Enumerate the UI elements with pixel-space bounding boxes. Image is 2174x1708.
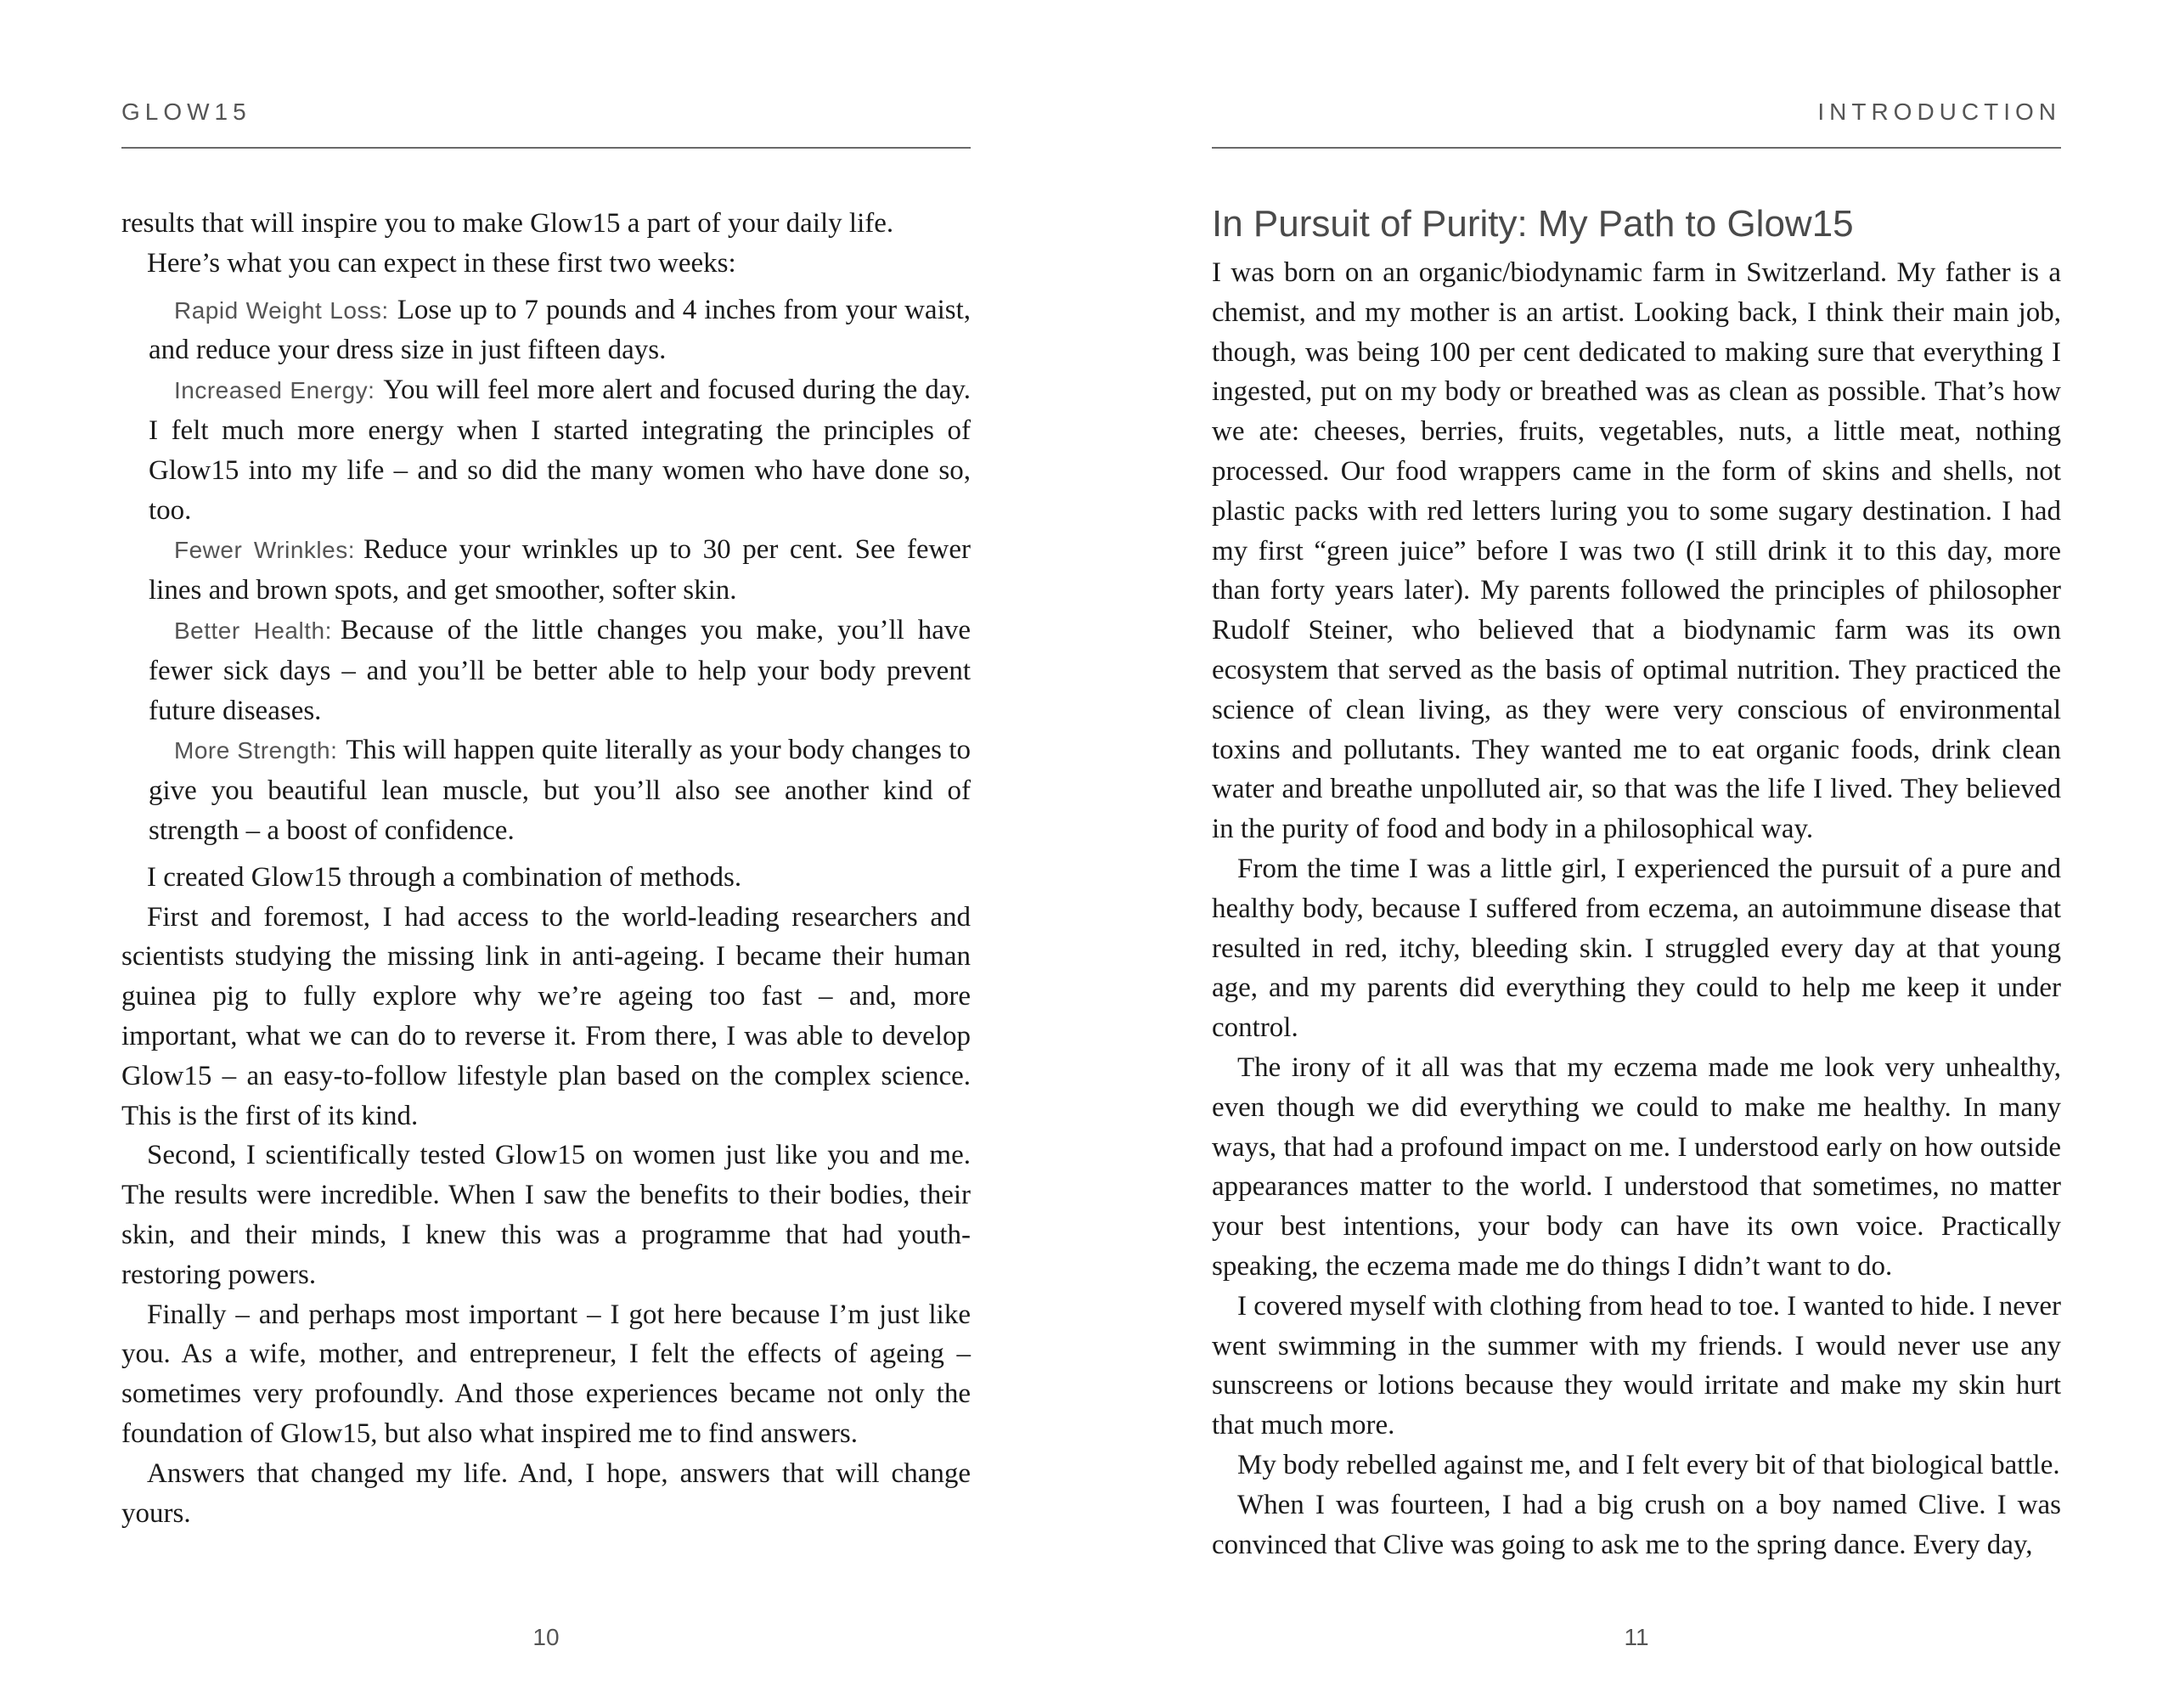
paragraph: The irony of it all was that my eczema made me look very unhealthy, even though we did everything we could to make me healthy. In many ways, that had a profound impact on me. I understood early on how outside appearances matter to the world. I understood that sometimes, no matter your best intentions, your body can have its own voice. Practically speaking, the eczema made me do things I didn’t want to do. [1212,1051,2061,1282]
running-head-left: GLOW15 [121,99,251,125]
header-rule-left [121,147,971,149]
paragraph: I covered myself with clothing from head to toe. I wanted to hide. I never went swimming in the summer with my friends. I would never use any sunscreens or lotions because they would irritate and make my skin hurt that much more. [1212,1290,2061,1441]
paragraph: First and foremost, I had access to the world-leading researchers and scientists studying the missing link in anti-ageing. I became their human guinea pig to fully explore why we’re ageing too fast – and, more important, what we can do to reverse it. From there, I was able to develop Glow15 – an easy-to-follow lifestyle plan based on the complex science. This is the first of its kind. [121,901,971,1131]
paragraph: From the time I was a little girl, I experienced the pursuit of a pure and healthy body, because I suffered from eczema, an autoimmune disease that resulted in red, itchy, bleeding skin. I struggled every day at that young age, and my parents did everything they could to help me keep it under control. [1212,853,2061,1044]
benefit-item [149,290,971,371]
paragraph: I was born on an organic/biodynamic farm in Switzerland. My father is a chemist, and my mother is an artist. Looking back, I think their main job, though, was being 100 per cent dedicated to making sure that everything I ingested, put on my body or breathed was as clean as possible. That’s how we ate: cheeses, berries, fruits, vegetables, nuts, a little meat, nothing processed. Our food wrappers came in the form of skins and shells, not plastic packs with red letters luring you to some sugary destination. I had my first “green juice” before I was two (I still drink it to this day, more than forty years later). My parents followed the principles of philosopher Rudolf Steiner, who believed that a biodynamic farm was its own ecosystem that served as the basis of optimal nutrition. They practiced the science of clean living, as they were very conscious of environmental toxins and pollutants. They wanted me to eat organic foods, drink clean water and breathe unpolluted air, so that was the life I lived. They believed in the purity of food and body in a philosophical way. [1212,257,2061,845]
benefit-text: Lose up to 7 pounds and 4 inches from your waist, and reduce your dress size in just fifteen days. [149,294,972,366]
benefit-text: This will happen quite literally as your body changes to give you beautiful lean muscle, but you’ll also see another kind of strength – a boost of confidence. [149,735,971,846]
paragraph: Here’s what you can expect in these first two weeks: [147,247,736,279]
benefit-item [149,530,971,611]
right-page [1212,0,2061,1708]
running-head-right: INTRODUCTION [1817,99,2061,125]
benefit-label: Rapid Weight Loss: [174,296,389,324]
benefit-label: More Strength: [174,737,338,764]
paragraph: When I was fourteen, I had a big crush on a boy named Clive. I was convinced that Clive was going to ask me to the spring dance. Every day, [1212,1489,2061,1560]
left-page [121,0,971,1708]
header-rule-right [1212,147,2061,149]
left-body-text [121,204,971,1533]
benefit-text: You will feel more alert and focused during the day. I felt much more energy when I started integrating the principles of Glow15 into my life – and so did the many women who have done so, too. [149,375,971,526]
paragraph: Finally – and perhaps most important – I got here because I’m just like you. As a wife, mother, and entrepreneur, I felt the effects of ageing – sometimes very profoundly. And those experiences became not only the foundation of Glow15, but also what inspired me to find answers. [121,1299,971,1449]
section-heading: In Pursuit of Purity: My Path to Glow15 [1212,203,1854,245]
benefit-item [149,730,971,850]
benefit-item [149,370,971,530]
page-number-left: 10 [532,1624,560,1650]
paragraph: results that will inspire you to make Glow15 a part of your daily life. [121,208,894,239]
paragraph: I created Glow15 through a combination of methods. [147,861,742,893]
page-number-right: 11 [1624,1624,1649,1650]
right-body-text [1212,200,2061,1564]
paragraph: My body rebelled against me, and I felt every bit of that biological battle. [1237,1449,2060,1480]
benefit-label: Better Health: [174,617,332,644]
paragraph: Second, I scientifically tested Glow15 on women just like you and me. The results were incredible. When I saw the benefits to their bodies, their skin, and their minds, I knew this was a programme that had youth-restoring powers. [121,1140,971,1290]
paragraph: Answers that changed my life. And, I hope, answers that will change yours. [121,1457,971,1529]
benefits-list [149,290,971,851]
benefit-label: Increased Energy: [174,377,375,404]
benefit-label: Fewer Wrinkles: [174,537,356,564]
benefit-text: Reduce your wrinkles up to 30 per cent. See fewer lines and brown spots, and get smoother, softer skin. [149,534,972,606]
benefit-item [149,611,971,730]
benefit-text: Because of the little changes you make, you’ll have fewer sick days – and you’ll be better able to help your body prevent future diseases. [149,614,971,726]
